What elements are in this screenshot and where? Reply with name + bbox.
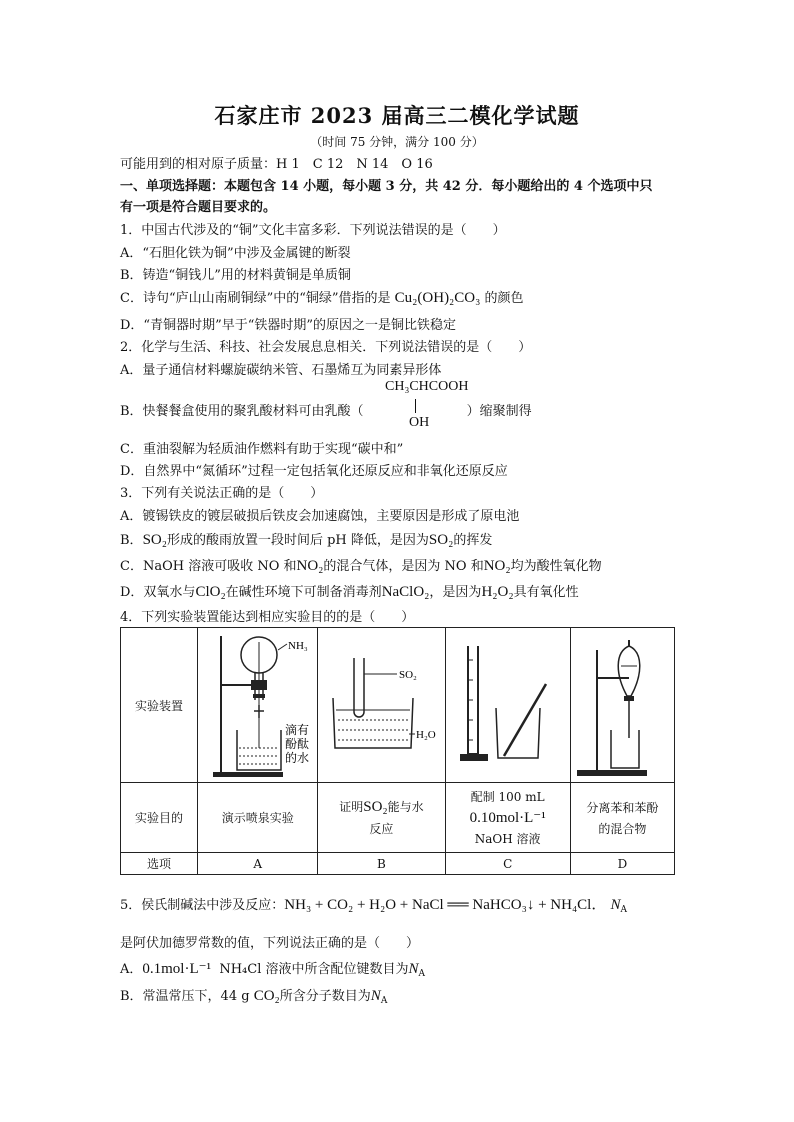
phenolphthalein-label-3: 的水	[284, 751, 309, 765]
q3-d-text-1: D．双氧水与	[120, 585, 196, 600]
q5-a-concentration: 0.1mol·L⁻¹	[142, 961, 212, 977]
phenolphthalein-label-1: 滴有	[284, 723, 309, 737]
so2-label: SO₂	[398, 669, 417, 681]
purpose-d-text-1: 分离苯和苯酚	[586, 800, 659, 815]
q3-c-text-2: 的混合气体，是因为 NO 和	[323, 559, 484, 574]
section1-heading-b: 有一项是符合题目要求的。	[120, 200, 277, 215]
q3-b-tail: 的挥发	[453, 533, 493, 548]
purpose-c-concentration: 0.10mol·L⁻¹	[469, 810, 546, 826]
q5-b-avogadro-sub: A	[380, 996, 388, 1006]
purpose-b-formula: SO₂	[363, 799, 388, 815]
row-label-apparatus: 实验装置	[121, 628, 198, 783]
q3-d-formula-2: NaClO₂	[381, 584, 430, 600]
q5-avogadro-symbol: N	[610, 897, 621, 913]
q3-d-text-3: ，是因为	[429, 585, 482, 600]
fountain-apparatus-figure	[199, 630, 317, 780]
option-d: D	[570, 853, 674, 875]
q3-c-formula-1: NO₂	[296, 558, 324, 574]
section1-heading-a: 一、单项选择题：本题包含 14 小题，每小题 3 分，共 42 分．每小题给出的 4 个选项中只	[120, 179, 653, 194]
q5-a-label: A．	[120, 962, 143, 977]
experiment-table	[120, 627, 675, 875]
q3-b-formula-2: SO₂	[428, 532, 454, 548]
q5-option-a	[120, 958, 425, 979]
q1-option-d: D．“青铜器时期”早于“铁器时期”的原因之一是铜比铁稳定	[120, 318, 457, 333]
q3-option-c	[120, 555, 602, 575]
purpose-d-text-2: 的混合物	[598, 821, 647, 836]
option-b: B	[318, 853, 445, 875]
q2-stem: 2．化学与生活、科技、社会发展息息相关．下列说法错误的是（ ）	[120, 340, 532, 355]
q2-option-b-post: ）缩聚制得	[466, 404, 532, 419]
purpose-c-volume: 配制 100 mL	[470, 790, 545, 804]
q1-option-c	[120, 287, 524, 307]
purpose-a: 演示喷泉实验	[198, 783, 318, 853]
q5-option-b	[120, 985, 387, 1006]
purpose-b-text-1: 证明	[339, 800, 364, 814]
q3-b-text: 形成的酸雨放置一段时间后 pH 降低，是因为	[166, 533, 429, 548]
q5-a-text: NH₄Cl 溶液中所含配位键数目为	[219, 962, 409, 977]
lactic-acid-bottom: OH	[409, 415, 430, 430]
apparatus-d	[570, 628, 674, 783]
q3-stem: 3．下列有关说法正确的是（ ）	[120, 486, 324, 501]
q5-stem	[120, 893, 627, 915]
q1-option-a: A．“石胆化铁为铜”中涉及金属键的断裂	[120, 246, 351, 261]
q2-option-a: A．量子通信材料螺旋碳纳米管、石墨烯互为同素异形体	[120, 363, 442, 378]
q1-option-b: B．铸造“铜钱儿”用的材料黄铜是单质铜	[120, 268, 351, 283]
option-a: A	[198, 853, 318, 875]
q5-b-avogadro: N	[370, 988, 381, 1004]
row-label-purpose: 实验目的	[121, 783, 198, 853]
q5-avogadro-sub: A	[620, 905, 628, 915]
so2-test-tube-figure	[319, 630, 444, 780]
exam-title: 石家庄市 2023 届高三二模化学试题	[214, 103, 580, 128]
q5-b-formula: CO₂	[253, 988, 280, 1004]
lactic-acid-top: CH₃CHCOOH	[385, 379, 469, 394]
q5-b-text-1: B．常温常压下，44 g	[120, 989, 250, 1004]
h2o-label: H₂O	[415, 729, 436, 741]
q2-option-b	[120, 400, 532, 419]
q3-option-d	[120, 581, 579, 601]
purpose-d	[570, 783, 674, 853]
purpose-b-text-3: 反应	[369, 822, 394, 836]
exam-subtitle: （时间 75 分钟，满分 100 分）	[310, 135, 484, 149]
q5-stem-post: 是阿伏加德罗常数的值，下列说法正确的是（ ）	[120, 936, 420, 951]
purpose-c	[445, 783, 570, 853]
q1-option-c-formula: Cu₂(OH)₂CO₃	[394, 290, 481, 306]
q3-d-formula-1: ClO₂	[195, 584, 226, 600]
q3-c-tail: 均为酸性氧化物	[510, 559, 602, 574]
apparatus-b	[318, 628, 445, 783]
apparatus-a	[198, 628, 318, 783]
q3-c-formula-2: NO₂	[483, 558, 511, 574]
graduated-cylinder-figure	[446, 630, 569, 780]
q3-c-text-1: C．NaOH 溶液可吸收 NO 和	[120, 559, 297, 574]
q3-d-text-2: 在碱性环境下可制备消毒剂	[225, 585, 382, 600]
purpose-b	[318, 783, 445, 853]
q1-option-c-post: 的颜色	[484, 291, 524, 306]
purpose-b-text-2: 能与水	[387, 800, 424, 814]
atomic-masses: 可能用到的相对原子质量：H 1 C 12 N 14 O 16	[120, 157, 433, 172]
q5-equation: NH₃ + CO₂ + H₂O + NaCl ══ NaHCO₃↓ + NH₄Cl．	[284, 897, 607, 913]
lactic-acid-bond	[415, 399, 416, 413]
q2-option-c: C．重油裂解为轻质油作燃料有助于实现“碳中和”	[120, 442, 404, 457]
phenolphthalein-label-2: 酚酞	[284, 737, 309, 751]
q3-d-formula-3: H₂O₂	[481, 584, 514, 600]
row-label-option: 选项	[121, 853, 198, 875]
q5-b-text-2: 所含分子数目为	[279, 989, 371, 1004]
q3-b-formula-1: SO₂	[142, 532, 167, 548]
q3-option-a: A．镀锡铁皮的镀层破损后铁皮会加速腐蚀，主要原因是形成了原电池	[120, 509, 520, 524]
q4-stem: 4．下列实验装置能达到相应实验目的的是（ ）	[120, 610, 415, 625]
separatory-funnel-figure	[571, 630, 673, 780]
q3-d-tail: 具有氧化性	[513, 585, 579, 600]
q1-option-c-pre: C．诗句“庐山山南刷铜绿”中的“铜绿”借指的是	[120, 291, 391, 306]
apparatus-c	[445, 628, 570, 783]
q3-option-b	[120, 529, 492, 549]
purpose-c-solution: NaOH 溶液	[474, 832, 541, 846]
option-c: C	[445, 853, 570, 875]
q2-option-b-pre: B．快餐餐盒使用的聚乳酸材料可由乳酸（	[120, 404, 364, 419]
q3-b-label: B．	[120, 533, 143, 548]
q1-stem: 1．中国古代涉及的“铜”文化丰富多彩．下列说法错误的是（ ）	[120, 223, 506, 238]
q2-option-d: D．自然界中“氮循环”过程一定包括氧化还原反应和非氧化还原反应	[120, 464, 508, 479]
q5-stem-pre: 5．侯氏制碱法中涉及反应：	[120, 898, 285, 913]
q5-a-avogadro-sub: A	[418, 969, 426, 979]
q5-a-avogadro: N	[408, 961, 419, 977]
nh3-label: NH₃	[287, 640, 308, 652]
